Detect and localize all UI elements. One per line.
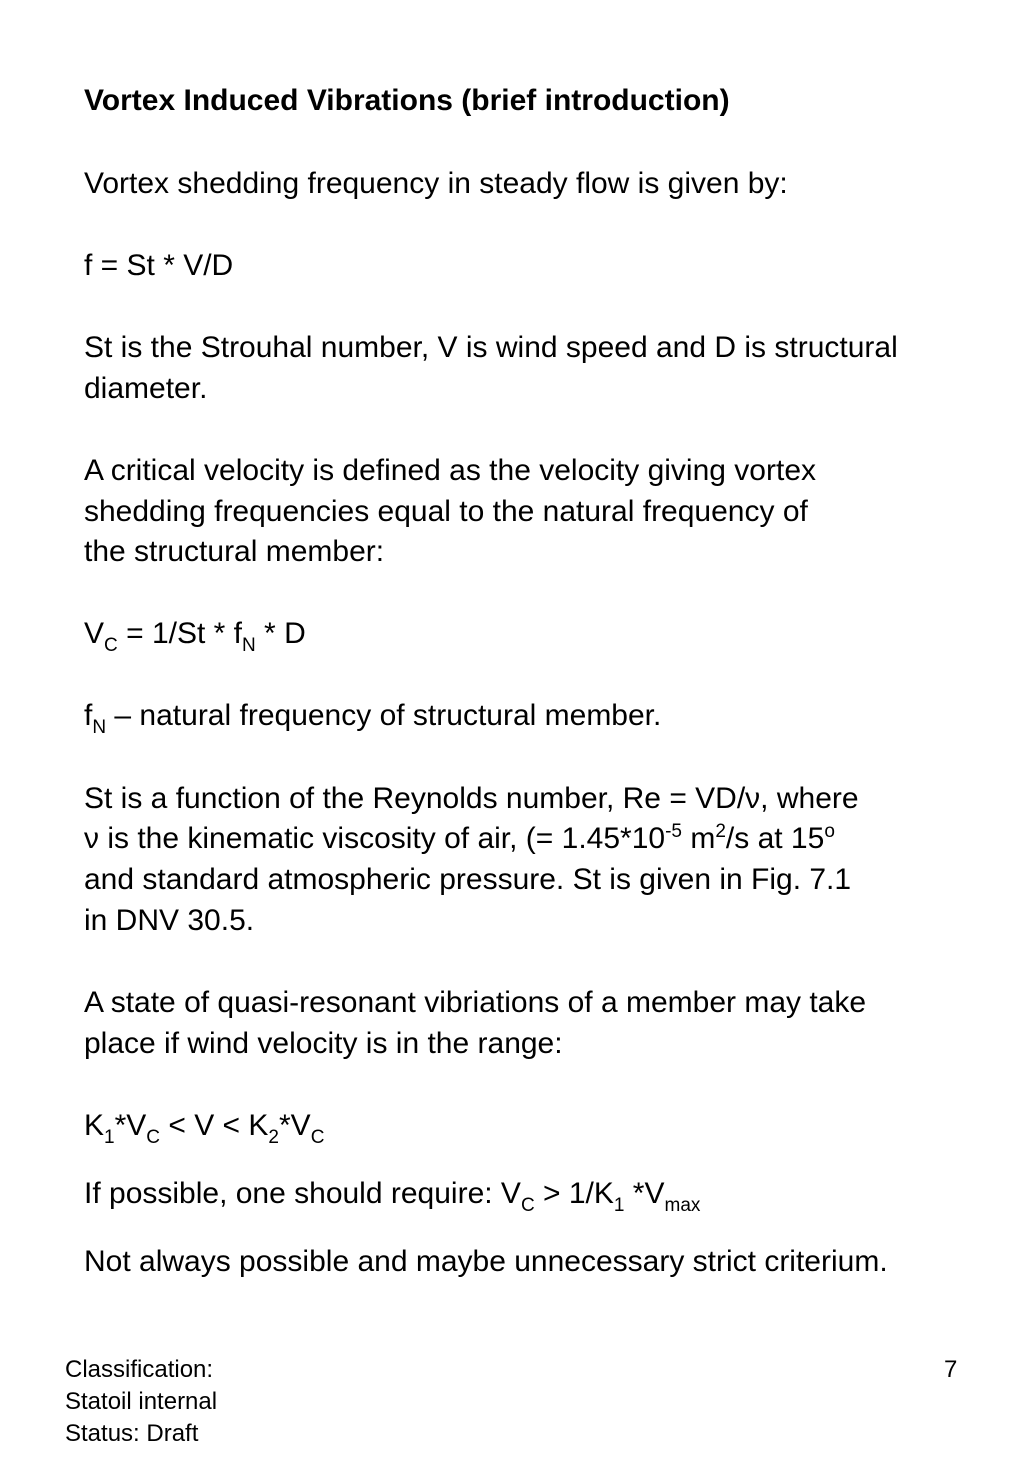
range-line-2: place if wind velocity is in the range:	[84, 1027, 563, 1060]
reynolds-line-2: ν is the kinematic viscosity of air, (= $1.45*10^{-5}$ $m^2/s$ at 15$^o$	[84, 821, 835, 855]
page-number: 7	[944, 1356, 958, 1383]
requirement-line: If possible, one should require: $V_C > 1/K_1$ $*V_{max}$	[84, 1177, 701, 1216]
reynolds-line-3: and standard atmospheric pressure. St is given in Fig. 7.1	[84, 863, 852, 896]
reynolds-line-4: in DNV 30.5.	[84, 904, 255, 937]
velocity-range-equation: $K_1*V_C < V < K_2*V_C$	[84, 1109, 325, 1148]
critical-line-3: the structural member:	[84, 535, 385, 568]
page-title: Vortex Induced Vibrations (brief introduction)	[84, 84, 730, 117]
range-line-1: A state of quasi-resonant vibriations of a member may take	[84, 986, 867, 1019]
critical-line-2: shedding frequencies equal to the natural frequency of	[84, 495, 808, 528]
natural-frequency-definition: $f_N$ – natural frequency of structural member.	[84, 699, 662, 738]
classification-value: Statoil internal	[65, 1388, 218, 1415]
critical-line-1: A critical velocity is defined as the velocity giving vortex	[84, 454, 816, 487]
footer-classification	[65, 1354, 217, 1450]
final-remark: Not always possible and maybe unnecessary strict criterium.	[84, 1245, 888, 1278]
definition-line-2: diameter.	[84, 372, 208, 405]
frequency-equation: f = St * V/D	[84, 249, 234, 282]
classification-label: Classification:	[65, 1356, 214, 1383]
reynolds-line-1: St is a function of the Reynolds number, Re = VD/ν, where	[84, 782, 859, 815]
intro-text: Vortex shedding frequency in steady flow is given by:	[84, 167, 788, 200]
status-text: Status: Draft	[65, 1420, 199, 1447]
critical-velocity-equation: $V_C = 1/St * f_N * D$	[84, 617, 306, 656]
definition-line-1: St is the Strouhal number, V is wind speed and D is structural	[84, 331, 898, 364]
